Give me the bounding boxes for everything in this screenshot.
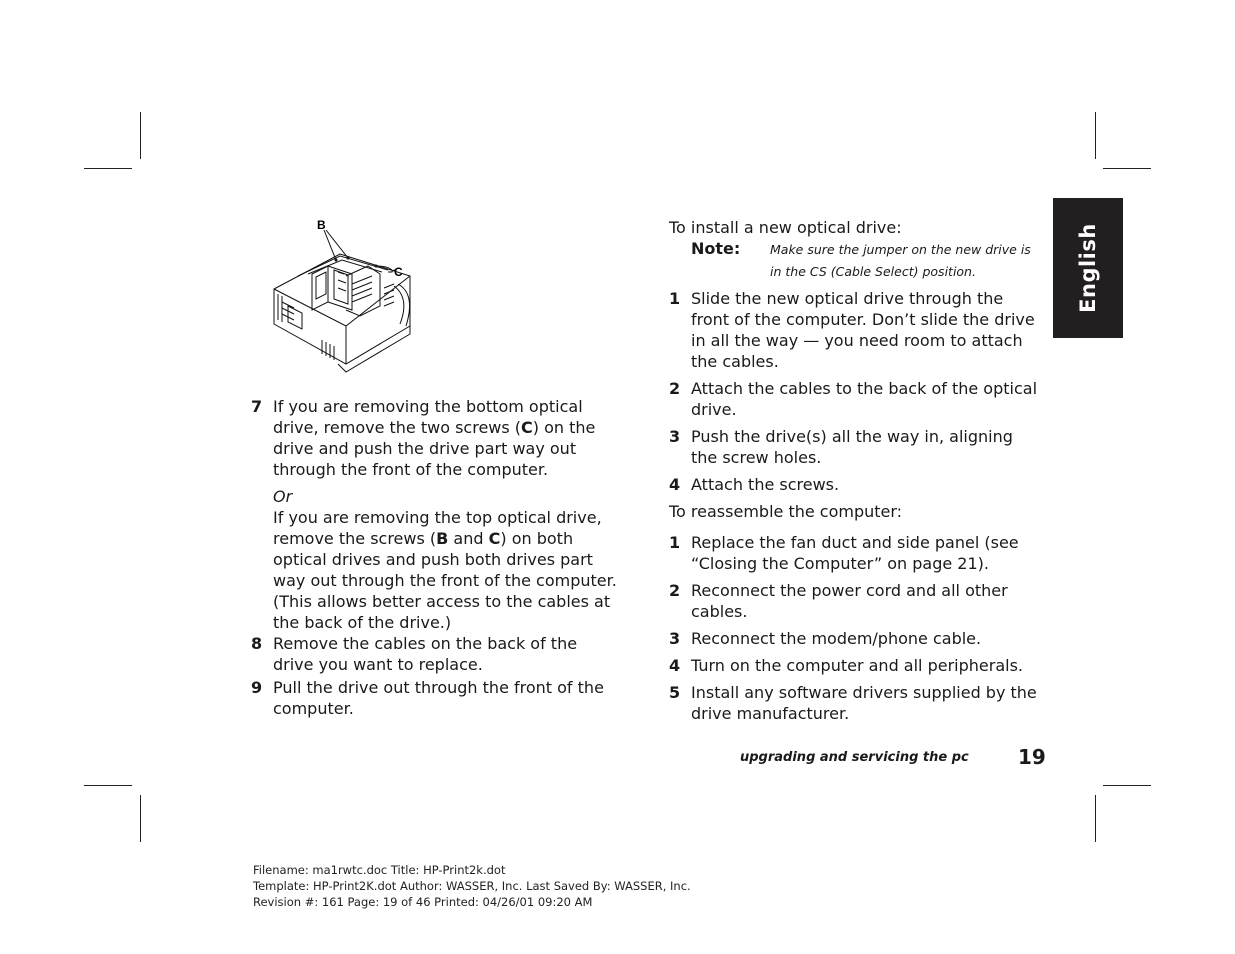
crop-mark bbox=[140, 795, 141, 842]
step-text: Slide the new optical drive through the front of the computer. Don’t slide the drive in all the way — you need room to attach the cables. bbox=[691, 289, 1035, 371]
step-9 bbox=[251, 677, 621, 719]
step-number: 2 bbox=[669, 581, 681, 600]
chassis-drawing bbox=[268, 214, 418, 390]
step-number: 9 bbox=[251, 678, 263, 697]
crop-mark bbox=[1095, 795, 1096, 842]
file-info-line: Revision #: 161 Page: 19 of 46 Printed: 04/26/01 09:20 AM bbox=[253, 895, 593, 909]
file-info-line: Template: HP-Print2K.dot Author: WASSER, Inc. Last Saved By: WASSER, Inc. bbox=[253, 879, 691, 893]
reassemble-step-1 bbox=[669, 532, 1044, 574]
note bbox=[691, 238, 1044, 282]
reassemble-step-2 bbox=[669, 580, 1044, 622]
step-number: 5 bbox=[669, 683, 681, 702]
step-text: Remove the cables on the back of the drive you want to replace. bbox=[273, 634, 578, 674]
crop-mark bbox=[1103, 785, 1151, 786]
reassemble-intro: To reassemble the computer: bbox=[669, 502, 903, 521]
step-number: 3 bbox=[669, 629, 681, 648]
step-8 bbox=[251, 633, 621, 675]
step-text: Push the drive(s) all the way in, aligning the screw holes. bbox=[691, 427, 1013, 467]
step-number: 1 bbox=[669, 289, 681, 308]
page-number: 19 bbox=[1018, 745, 1046, 769]
chassis-illustration bbox=[268, 214, 418, 390]
file-info-line: Filename: ma1rwtc.doc Title: HP-Print2k.dot bbox=[253, 863, 506, 877]
or-text: Or bbox=[273, 487, 293, 506]
note-text: Make sure the jumper on the new drive is in the CS (Cable Select) position. bbox=[770, 242, 1031, 279]
step-number: 4 bbox=[669, 656, 681, 675]
step-number: 7 bbox=[251, 397, 263, 416]
install-step-4 bbox=[669, 474, 1044, 495]
reassemble-step-4 bbox=[669, 655, 1044, 676]
language-tab-label: English bbox=[1076, 223, 1100, 313]
callout-c: C bbox=[394, 265, 403, 279]
file-info bbox=[253, 862, 691, 910]
step-text: Replace the fan duct and side panel (see “Closing the Computer” on page 21). bbox=[691, 533, 1019, 573]
install-step-1 bbox=[669, 288, 1044, 372]
step-text: Reconnect the modem/phone cable. bbox=[691, 629, 982, 648]
step-text: Attach the cables to the back of the optical drive. bbox=[691, 379, 1038, 419]
crop-mark bbox=[84, 168, 132, 169]
crop-mark bbox=[140, 112, 141, 159]
reassemble-step-5 bbox=[669, 682, 1044, 724]
reassemble-step-3 bbox=[669, 628, 1044, 649]
right-column bbox=[669, 217, 1044, 730]
step-text: Install any software drivers supplied by the drive manufacturer. bbox=[691, 683, 1037, 723]
step-number: 1 bbox=[669, 533, 681, 552]
left-column bbox=[251, 396, 621, 725]
step-text: Turn on the computer and all peripherals. bbox=[691, 656, 1023, 675]
callout-b: B bbox=[317, 218, 326, 232]
step-text: Reconnect the power cord and all other cables. bbox=[691, 581, 1008, 621]
install-step-2 bbox=[669, 378, 1044, 420]
section-title: upgrading and servicing the pc bbox=[740, 750, 969, 765]
step-text: Pull the drive out through the front of the computer. bbox=[273, 678, 604, 718]
alternate-instruction: If you are removing the top optical drive, remove the screws (B and C) on both optical drives and push both drives part way out through the front of the computer. (This allows better access to the cables at the back of the drive.) bbox=[273, 508, 617, 632]
step-number: 8 bbox=[251, 634, 263, 653]
step-number: 4 bbox=[669, 475, 681, 494]
install-intro: To install a new optical drive: bbox=[669, 218, 902, 237]
crop-mark bbox=[84, 785, 132, 786]
step-text: Attach the screws. bbox=[691, 475, 840, 494]
step-text: If you are removing the bottom optical drive, remove the two screws (C) on the drive and push the drive part way out through the front of the computer. bbox=[273, 397, 596, 479]
language-tab bbox=[1053, 198, 1123, 338]
step-7 bbox=[251, 396, 621, 480]
crop-mark bbox=[1103, 168, 1151, 169]
note-label: Note: bbox=[691, 239, 741, 258]
step-number: 3 bbox=[669, 427, 681, 446]
crop-mark bbox=[1095, 112, 1096, 159]
step-number: 2 bbox=[669, 379, 681, 398]
install-step-3 bbox=[669, 426, 1044, 468]
